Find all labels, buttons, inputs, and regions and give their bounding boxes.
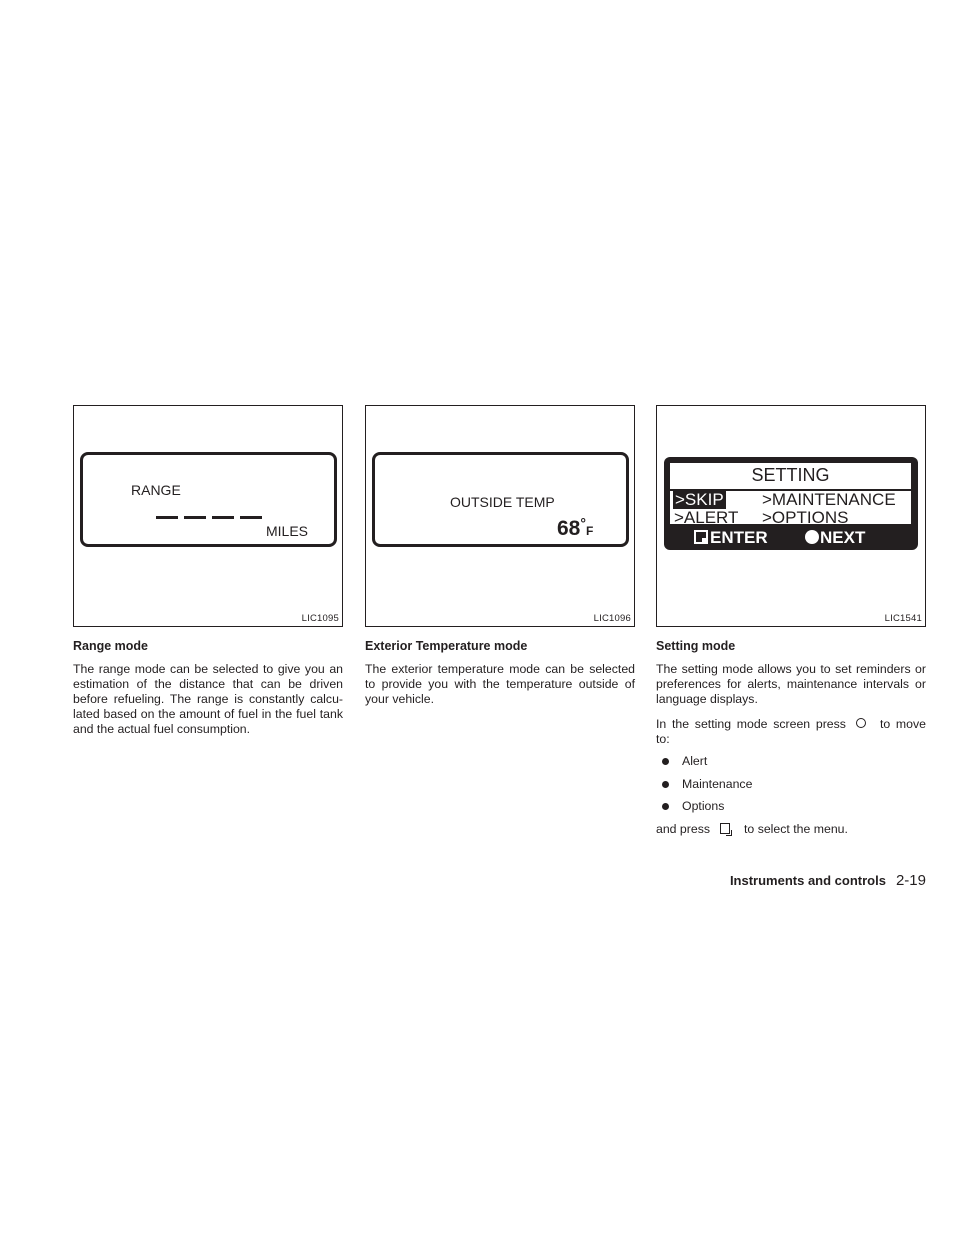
- temperature-heading: Exterior Temperature mode: [365, 639, 528, 653]
- menu-option-maintenance: >MAINTENANCE: [762, 490, 896, 509]
- range-lcd-label: RANGE: [131, 482, 181, 498]
- degree-symbol: °: [580, 515, 586, 531]
- closing-before: and press: [656, 821, 711, 836]
- setting-heading: Setting mode: [656, 639, 736, 653]
- enter-button-icon: [720, 823, 730, 834]
- softkey-next-label: NEXT: [820, 528, 866, 547]
- menu-option-options: >OPTIONS: [762, 508, 849, 527]
- range-heading: Range mode: [73, 639, 149, 653]
- bullet-icon: [662, 781, 669, 788]
- closing-after: to select the menu.: [744, 821, 848, 836]
- circle-button-icon: [856, 718, 866, 728]
- figure-id: LIC1541: [884, 613, 922, 624]
- setting-mode-section: [656, 405, 926, 837]
- circle-button-icon: [805, 530, 819, 544]
- temperature-display-figure: [365, 405, 635, 627]
- list-item: Options: [656, 799, 926, 814]
- menu-option-skip: >SKIP: [675, 490, 724, 509]
- bullet-icon: [662, 803, 669, 810]
- temperature-lcd-display: [372, 452, 629, 547]
- footer-section-title: Instruments and controls: [729, 873, 886, 888]
- menu-option-alert: >ALERT: [674, 508, 739, 527]
- softkey-next: [805, 528, 865, 548]
- range-dashes: [156, 516, 264, 519]
- softkey-enter-label: ENTER: [710, 528, 768, 547]
- setting-closing: [656, 822, 926, 837]
- temperature-mode-section: [365, 405, 635, 707]
- softkey-enter: [694, 528, 768, 548]
- temperature-body: The exterior temperature mode can be selected to provide you with the temperature outside of your vehicle.: [365, 662, 635, 706]
- setting-instruction: [656, 717, 926, 747]
- figure-id: LIC1096: [593, 613, 631, 624]
- setting-body: The setting mode allows you to set reminders or preferences for alerts, maintenance intervals or language displays.: [656, 662, 926, 706]
- range-display-figure: [73, 405, 343, 627]
- temperature-value: 68: [557, 517, 581, 540]
- setting-screen: [670, 463, 911, 527]
- temperature-readout: [557, 515, 593, 541]
- range-body: The range mode can be selected to give you an estimation of the distance that can be driven before refueling. The range is constantly calcu-lated based on the amount of fuel in the fuel tank and the actual fuel consumption.: [73, 662, 343, 736]
- setting-options-list: [656, 754, 926, 814]
- setting-title: SETTING: [751, 465, 830, 485]
- list-item: Maintenance: [656, 777, 926, 792]
- enter-button-icon: [694, 530, 708, 544]
- page-number: 2-19: [895, 872, 926, 889]
- figure-id: LIC1095: [301, 613, 339, 624]
- temperature-unit: F: [585, 524, 594, 538]
- setting-lcd-display: [664, 457, 918, 550]
- range-lcd-display: [80, 452, 337, 547]
- range-mode-section: [73, 405, 343, 737]
- bullet-icon: [662, 758, 669, 765]
- list-item: Alert: [656, 754, 926, 769]
- page-footer: [730, 872, 926, 889]
- range-lcd-unit: MILES: [266, 523, 309, 539]
- instruction-after: to move to:: [656, 717, 926, 746]
- setting-display-figure: [656, 405, 926, 627]
- instruction-before: In the setting mode screen press: [656, 717, 846, 731]
- temperature-lcd-label: OUTSIDE TEMP: [450, 494, 555, 510]
